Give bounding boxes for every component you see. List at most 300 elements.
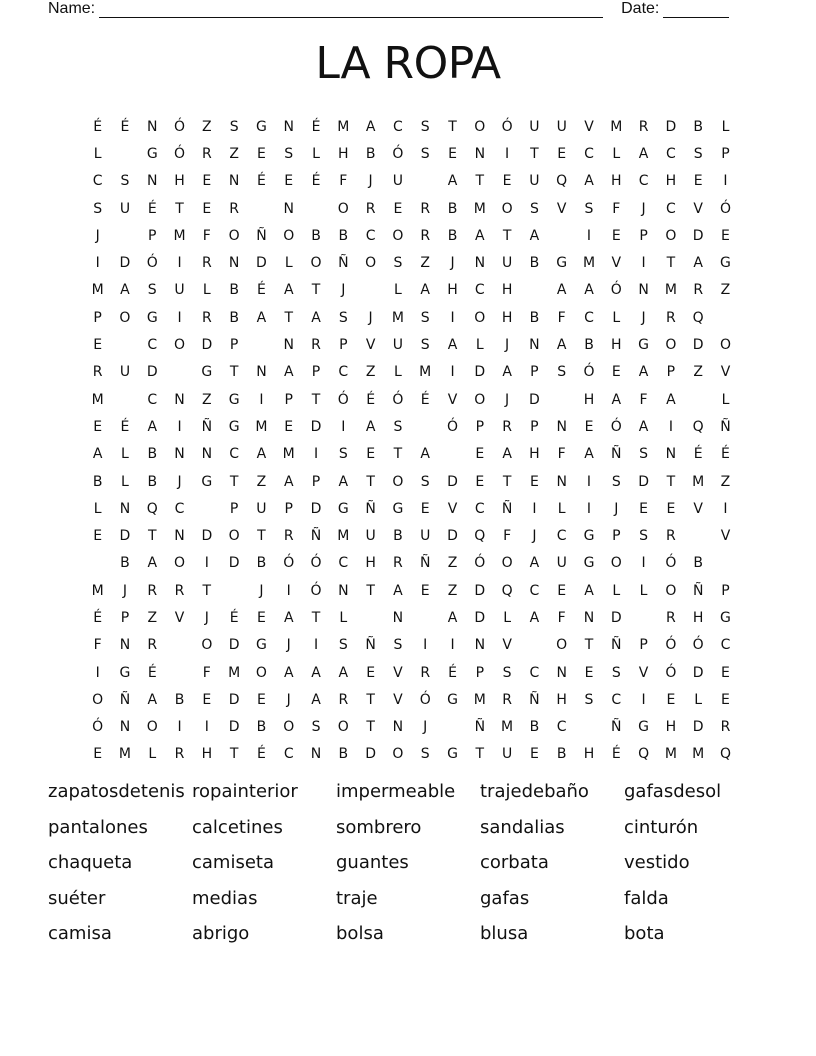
grid-cell: P bbox=[148, 227, 157, 244]
grid-cell: I bbox=[177, 418, 182, 435]
grid-cell: A bbox=[584, 446, 594, 463]
grid-cell: Q bbox=[692, 418, 704, 435]
grid-cell: A bbox=[556, 282, 567, 299]
grid-cell: G bbox=[146, 145, 158, 162]
grid-cell: A bbox=[556, 337, 567, 354]
grid-cell: M bbox=[228, 664, 241, 681]
grid-cell: N bbox=[174, 391, 185, 408]
grid-cell: Ñ bbox=[501, 500, 513, 517]
grid-cell: J bbox=[505, 391, 510, 408]
word-bank-item: camiseta bbox=[192, 852, 275, 873]
grid-cell: T bbox=[366, 719, 375, 736]
grid-cell: I bbox=[450, 637, 455, 654]
word-bank-item: ropainterior bbox=[192, 781, 298, 802]
grid-cell: N bbox=[392, 609, 404, 626]
word-bank-item: camisa bbox=[48, 923, 112, 944]
grid-cell: N bbox=[392, 719, 404, 736]
grid-cell bbox=[412, 604, 439, 631]
grid-cell: B bbox=[365, 145, 376, 162]
grid-cell: V bbox=[447, 500, 458, 517]
grid-cell: N bbox=[338, 582, 349, 599]
grid-cell: N bbox=[119, 719, 131, 736]
grid-cell: P bbox=[530, 364, 539, 381]
grid-cell: O bbox=[474, 118, 486, 135]
grid-cell: B bbox=[393, 528, 403, 545]
grid-cell: O bbox=[119, 309, 131, 326]
grid-cell: P bbox=[639, 637, 648, 654]
grid-cell: U bbox=[256, 500, 267, 517]
grid-cell: P bbox=[339, 337, 348, 354]
word-bank-item: bolsa bbox=[336, 923, 384, 944]
grid-cell bbox=[166, 659, 193, 686]
grid-cell: N bbox=[256, 364, 267, 381]
grid-cell bbox=[412, 168, 439, 195]
grid-cell: O bbox=[610, 555, 622, 572]
grid-cell: S bbox=[639, 528, 649, 545]
grid-cell: H bbox=[174, 173, 185, 190]
grid-cell: M bbox=[337, 528, 350, 545]
grid-cell: O bbox=[501, 200, 513, 217]
grid-cell: A bbox=[502, 364, 512, 381]
grid-cell: A bbox=[447, 609, 458, 626]
grid-cell: P bbox=[311, 473, 321, 490]
grid-cell: N bbox=[147, 118, 158, 135]
grid-cell: A bbox=[584, 582, 594, 599]
grid-cell: L bbox=[612, 309, 621, 326]
grid-cell: I bbox=[177, 255, 182, 272]
grid-cell: F bbox=[93, 637, 102, 654]
grid-cell: T bbox=[311, 609, 321, 626]
grid-cell bbox=[521, 277, 548, 304]
grid-cell: Ñ bbox=[419, 555, 431, 572]
word-bank-item: guantes bbox=[336, 852, 409, 873]
grid-cell: Ñ bbox=[365, 637, 376, 654]
word-bank-item: suéter bbox=[48, 887, 106, 909]
word-bank-item: sandalias bbox=[480, 816, 565, 838]
grid-cell: C bbox=[474, 282, 485, 299]
grid-cell: H bbox=[665, 719, 677, 736]
grid-cell: A bbox=[338, 664, 349, 681]
grid-cell: I bbox=[341, 418, 346, 435]
grid-cell: C bbox=[283, 746, 294, 763]
grid-cell: É bbox=[311, 118, 321, 135]
grid-cell: E bbox=[557, 145, 567, 162]
grid-cell: V bbox=[720, 364, 731, 381]
grid-cell: R bbox=[638, 118, 649, 135]
grid-cell: G bbox=[638, 337, 650, 354]
grid-cell: L bbox=[93, 500, 102, 517]
name-field-line[interactable] bbox=[99, 3, 603, 18]
grid-cell bbox=[412, 413, 439, 440]
grid-cell: P bbox=[120, 609, 130, 626]
grid-cell: T bbox=[448, 118, 457, 135]
grid-cell: Ó bbox=[92, 719, 104, 736]
grid-cell: N bbox=[638, 282, 649, 299]
grid-cell: H bbox=[201, 746, 213, 763]
grid-cell: G bbox=[146, 309, 158, 326]
grid-cell: J bbox=[641, 309, 646, 326]
grid-cell: Z bbox=[447, 582, 458, 599]
grid-cell: E bbox=[448, 145, 457, 162]
grid-cell: Z bbox=[147, 609, 158, 626]
grid-cell: O bbox=[174, 337, 186, 354]
grid-cell bbox=[111, 331, 138, 358]
grid-cell: S bbox=[420, 118, 430, 135]
word-bank-item: bota bbox=[624, 923, 665, 944]
grid-cell: J bbox=[368, 173, 373, 190]
grid-cell: B bbox=[529, 309, 540, 326]
grid-cell: Ó bbox=[174, 145, 186, 162]
grid-cell: S bbox=[420, 746, 430, 763]
grid-cell: R bbox=[666, 528, 676, 545]
grid-cell: É bbox=[147, 200, 157, 217]
word-bank-item: traje bbox=[336, 887, 378, 909]
grid-cell: D bbox=[228, 637, 240, 654]
grid-cell: H bbox=[611, 173, 622, 190]
grid-cell: C bbox=[338, 555, 349, 572]
grid-cell: S bbox=[338, 309, 348, 326]
grid-cell: R bbox=[147, 637, 158, 654]
grid-cell: I bbox=[641, 691, 646, 708]
grid-cell: J bbox=[532, 528, 537, 545]
grid-cell: D bbox=[447, 528, 458, 545]
grid-cell: A bbox=[147, 555, 158, 572]
grid-cell: S bbox=[393, 637, 403, 654]
grid-cell: R bbox=[174, 746, 185, 763]
grid-cell: N bbox=[556, 418, 567, 435]
grid-cell: A bbox=[529, 227, 540, 244]
grid-cell: S bbox=[420, 145, 430, 162]
grid-cell: E bbox=[475, 446, 485, 463]
grid-cell: P bbox=[229, 337, 239, 354]
grid-cell: C bbox=[665, 145, 676, 162]
grid-cell: M bbox=[692, 473, 705, 490]
grid-cell: Q bbox=[638, 746, 650, 763]
grid-cell: T bbox=[584, 637, 594, 654]
grid-cell: Ó bbox=[392, 391, 404, 408]
grid-cell: D bbox=[119, 528, 131, 545]
grid-cell: T bbox=[229, 473, 239, 490]
grid-cell: S bbox=[611, 664, 621, 681]
grid-cell: O bbox=[474, 391, 486, 408]
grid-cell: N bbox=[283, 118, 294, 135]
grid-cell: R bbox=[420, 664, 431, 681]
grid-cell: Z bbox=[720, 282, 731, 299]
grid-cell: O bbox=[474, 309, 486, 326]
grid-cell: P bbox=[284, 391, 293, 408]
grid-cell: L bbox=[284, 255, 293, 272]
grid-cell: D bbox=[228, 719, 240, 736]
grid-cell: E bbox=[257, 609, 266, 626]
grid-cell bbox=[439, 714, 466, 741]
grid-cell: B bbox=[529, 255, 540, 272]
grid-cell: F bbox=[639, 391, 648, 408]
grid-cell bbox=[712, 304, 739, 331]
grid-cell: L bbox=[503, 609, 511, 626]
grid-cell: M bbox=[337, 118, 350, 135]
grid-cell: S bbox=[147, 282, 157, 299]
grid-cell: N bbox=[556, 473, 567, 490]
grid-cell: Z bbox=[720, 473, 731, 490]
grid-cell: D bbox=[201, 528, 213, 545]
grid-cell: L bbox=[694, 691, 703, 708]
grid-cell: P bbox=[530, 418, 539, 435]
word-bank-item: medias bbox=[192, 887, 258, 909]
grid-cell: A bbox=[311, 309, 321, 326]
grid-cell: D bbox=[692, 227, 704, 244]
grid-cell: V bbox=[393, 691, 403, 708]
grid-cell: A bbox=[92, 446, 103, 463]
word-bank-item: corbata bbox=[480, 852, 549, 873]
grid-cell: G bbox=[201, 473, 213, 490]
grid-cell: O bbox=[337, 200, 349, 217]
grid-cell: U bbox=[119, 364, 131, 381]
grid-cell: E bbox=[721, 691, 730, 708]
grid-cell: A bbox=[447, 337, 458, 354]
grid-cell: P bbox=[666, 364, 676, 381]
grid-cell: J bbox=[204, 609, 209, 626]
grid-cell: Ñ bbox=[611, 446, 622, 463]
grid-cell: Ó bbox=[283, 555, 295, 572]
grid-cell bbox=[248, 331, 275, 358]
grid-cell: C bbox=[611, 691, 622, 708]
grid-cell: R bbox=[420, 200, 431, 217]
grid-cell: O bbox=[719, 337, 731, 354]
grid-cell: S bbox=[229, 118, 239, 135]
grid-cell: Z bbox=[229, 145, 239, 162]
date-field-line[interactable] bbox=[663, 3, 729, 18]
grid-cell: M bbox=[91, 391, 104, 408]
grid-cell: A bbox=[475, 227, 485, 244]
grid-cell: H bbox=[447, 282, 458, 299]
grid-cell: D bbox=[310, 418, 322, 435]
grid-cell: C bbox=[147, 337, 158, 354]
grid-cell bbox=[575, 714, 602, 741]
grid-cell: B bbox=[693, 118, 703, 135]
word-bank-item: calcetines bbox=[192, 816, 283, 838]
grid-cell: U bbox=[529, 173, 540, 190]
grid-cell: P bbox=[639, 227, 648, 244]
grid-cell: I bbox=[668, 418, 673, 435]
grid-cell: É bbox=[93, 609, 103, 626]
grid-cell: M bbox=[255, 418, 268, 435]
grid-cell bbox=[548, 222, 575, 249]
grid-cell: S bbox=[693, 145, 703, 162]
grid-cell: Ñ bbox=[474, 719, 486, 736]
grid-cell: C bbox=[338, 364, 349, 381]
grid-cell: J bbox=[122, 582, 128, 599]
grid-cell: U bbox=[501, 255, 513, 272]
grid-cell: N bbox=[147, 173, 158, 190]
grid-cell: Q bbox=[556, 173, 568, 190]
grid-cell: D bbox=[692, 664, 704, 681]
grid-cell: Ó bbox=[610, 282, 622, 299]
grid-cell: I bbox=[177, 309, 182, 326]
grid-cell: E bbox=[366, 664, 376, 681]
grid-cell: A bbox=[638, 418, 649, 435]
grid-cell: M bbox=[664, 746, 677, 763]
grid-cell: C bbox=[556, 719, 567, 736]
grid-cell: U bbox=[174, 282, 185, 299]
grid-cell bbox=[685, 386, 712, 413]
grid-cell: Ñ bbox=[119, 691, 131, 708]
grid-cell: B bbox=[311, 227, 321, 244]
grid-cell: É bbox=[120, 418, 130, 435]
grid-cell: B bbox=[92, 473, 103, 490]
grid-cell: U bbox=[501, 746, 513, 763]
grid-cell: T bbox=[311, 391, 321, 408]
grid-cell: Ó bbox=[692, 637, 704, 654]
grid-cell: L bbox=[475, 337, 484, 354]
grid-cell: B bbox=[556, 746, 567, 763]
grid-cell: U bbox=[556, 555, 567, 572]
grid-cell: H bbox=[501, 282, 513, 299]
grid-cell: D bbox=[692, 337, 704, 354]
grid-cell: J bbox=[368, 309, 373, 326]
grid-cell: G bbox=[638, 719, 650, 736]
grid-cell: T bbox=[229, 746, 239, 763]
grid-cell: N bbox=[201, 446, 213, 463]
grid-cell: G bbox=[583, 528, 595, 545]
grid-cell: M bbox=[692, 746, 705, 763]
grid-cell: A bbox=[529, 555, 540, 572]
grid-cell: S bbox=[338, 637, 348, 654]
grid-cell: Ñ bbox=[201, 418, 213, 435]
grid-cell: B bbox=[584, 337, 594, 354]
grid-cell: E bbox=[284, 418, 294, 435]
grid-cell: A bbox=[120, 282, 130, 299]
grid-cell: L bbox=[312, 145, 320, 162]
grid-cell: É bbox=[420, 391, 430, 408]
grid-cell: N bbox=[474, 255, 486, 272]
grid-cell: O bbox=[365, 255, 377, 272]
letter-grid bbox=[84, 113, 739, 768]
grid-cell: Ñ bbox=[611, 719, 622, 736]
grid-cell: Ó bbox=[665, 637, 677, 654]
grid-cell: T bbox=[175, 200, 184, 217]
grid-cell: L bbox=[557, 500, 566, 517]
grid-cell: Ó bbox=[310, 582, 322, 599]
grid-cell: N bbox=[474, 637, 486, 654]
grid-cell: L bbox=[121, 473, 129, 490]
word-bank-item: vestido bbox=[624, 852, 690, 873]
grid-cell: I bbox=[641, 555, 646, 572]
grid-cell: R bbox=[393, 555, 403, 572]
grid-cell: O bbox=[255, 664, 267, 681]
grid-cell: R bbox=[365, 200, 376, 217]
grid-cell: S bbox=[393, 255, 403, 272]
grid-cell: S bbox=[529, 200, 539, 217]
grid-cell: I bbox=[450, 309, 455, 326]
grid-cell: C bbox=[556, 528, 567, 545]
word-bank-item: abrigo bbox=[192, 923, 250, 944]
grid-cell: N bbox=[283, 337, 294, 354]
grid-cell: S bbox=[584, 691, 594, 708]
grid-cell: É bbox=[366, 391, 376, 408]
grid-cell: E bbox=[721, 227, 730, 244]
grid-cell: D bbox=[529, 391, 540, 408]
grid-cell: I bbox=[723, 500, 728, 517]
word-bank-item: falda bbox=[624, 887, 669, 909]
grid-cell: N bbox=[310, 746, 322, 763]
grid-cell: É bbox=[721, 446, 730, 463]
grid-cell bbox=[84, 550, 111, 577]
grid-cell: V bbox=[502, 637, 512, 654]
grid-cell: R bbox=[502, 418, 512, 435]
grid-cell: G bbox=[337, 500, 349, 517]
grid-cell: C bbox=[474, 500, 485, 517]
grid-cell: O bbox=[201, 637, 213, 654]
grid-cell bbox=[357, 277, 384, 304]
grid-cell: M bbox=[473, 691, 486, 708]
grid-cell: A bbox=[147, 418, 158, 435]
grid-cell: O bbox=[665, 337, 677, 354]
word-bank-item: impermeable bbox=[336, 781, 456, 802]
grid-cell: H bbox=[338, 145, 349, 162]
grid-cell: P bbox=[721, 582, 730, 599]
grid-cell: B bbox=[256, 555, 267, 572]
grid-cell: Ñ bbox=[611, 637, 622, 654]
grid-cell: L bbox=[339, 609, 348, 626]
grid-cell: U bbox=[392, 337, 404, 354]
grid-cell bbox=[685, 522, 712, 549]
grid-cell bbox=[220, 577, 247, 604]
grid-cell: M bbox=[91, 282, 104, 299]
grid-cell: Ó bbox=[146, 255, 158, 272]
grid-cell: E bbox=[502, 173, 512, 190]
grid-cell: Ñ bbox=[365, 500, 376, 517]
grid-cell bbox=[521, 632, 548, 659]
grid-cell: R bbox=[147, 582, 158, 599]
page-title: LA ROPA bbox=[315, 38, 501, 89]
grid-cell: S bbox=[284, 145, 294, 162]
grid-cell: N bbox=[283, 200, 294, 217]
grid-cell: A bbox=[283, 664, 294, 681]
word-bank-item: cinturón bbox=[624, 816, 699, 838]
grid-cell: E bbox=[202, 200, 212, 217]
grid-cell: V bbox=[638, 664, 649, 681]
grid-cell: E bbox=[666, 691, 676, 708]
grid-cell: R bbox=[201, 309, 212, 326]
grid-cell: E bbox=[611, 364, 621, 381]
grid-cell: D bbox=[310, 500, 322, 517]
grid-cell: G bbox=[447, 746, 458, 763]
grid-cell: É bbox=[229, 609, 239, 626]
grid-cell: A bbox=[502, 446, 512, 463]
grid-cell: J bbox=[177, 473, 182, 490]
grid-cell: É bbox=[257, 173, 266, 190]
grid-cell: L bbox=[612, 582, 621, 599]
grid-cell: Z bbox=[420, 255, 430, 272]
grid-cell: Ñ bbox=[310, 528, 322, 545]
grid-cell: A bbox=[283, 282, 294, 299]
grid-cell bbox=[548, 386, 575, 413]
grid-cell: É bbox=[257, 282, 266, 299]
grid-cell: M bbox=[473, 200, 486, 217]
word-bank-item: gafasdesol bbox=[624, 781, 722, 802]
grid-cell: G bbox=[720, 609, 731, 626]
grid-cell: P bbox=[475, 664, 485, 681]
grid-cell: M bbox=[118, 746, 131, 763]
grid-cell: I bbox=[723, 173, 728, 190]
grid-cell: Ó bbox=[610, 418, 622, 435]
grid-cell: G bbox=[119, 664, 131, 681]
grid-cell: L bbox=[121, 446, 129, 463]
grid-cell: N bbox=[228, 173, 240, 190]
grid-cell: C bbox=[529, 582, 540, 599]
grid-cell: O bbox=[283, 227, 295, 244]
grid-cell: E bbox=[557, 582, 567, 599]
